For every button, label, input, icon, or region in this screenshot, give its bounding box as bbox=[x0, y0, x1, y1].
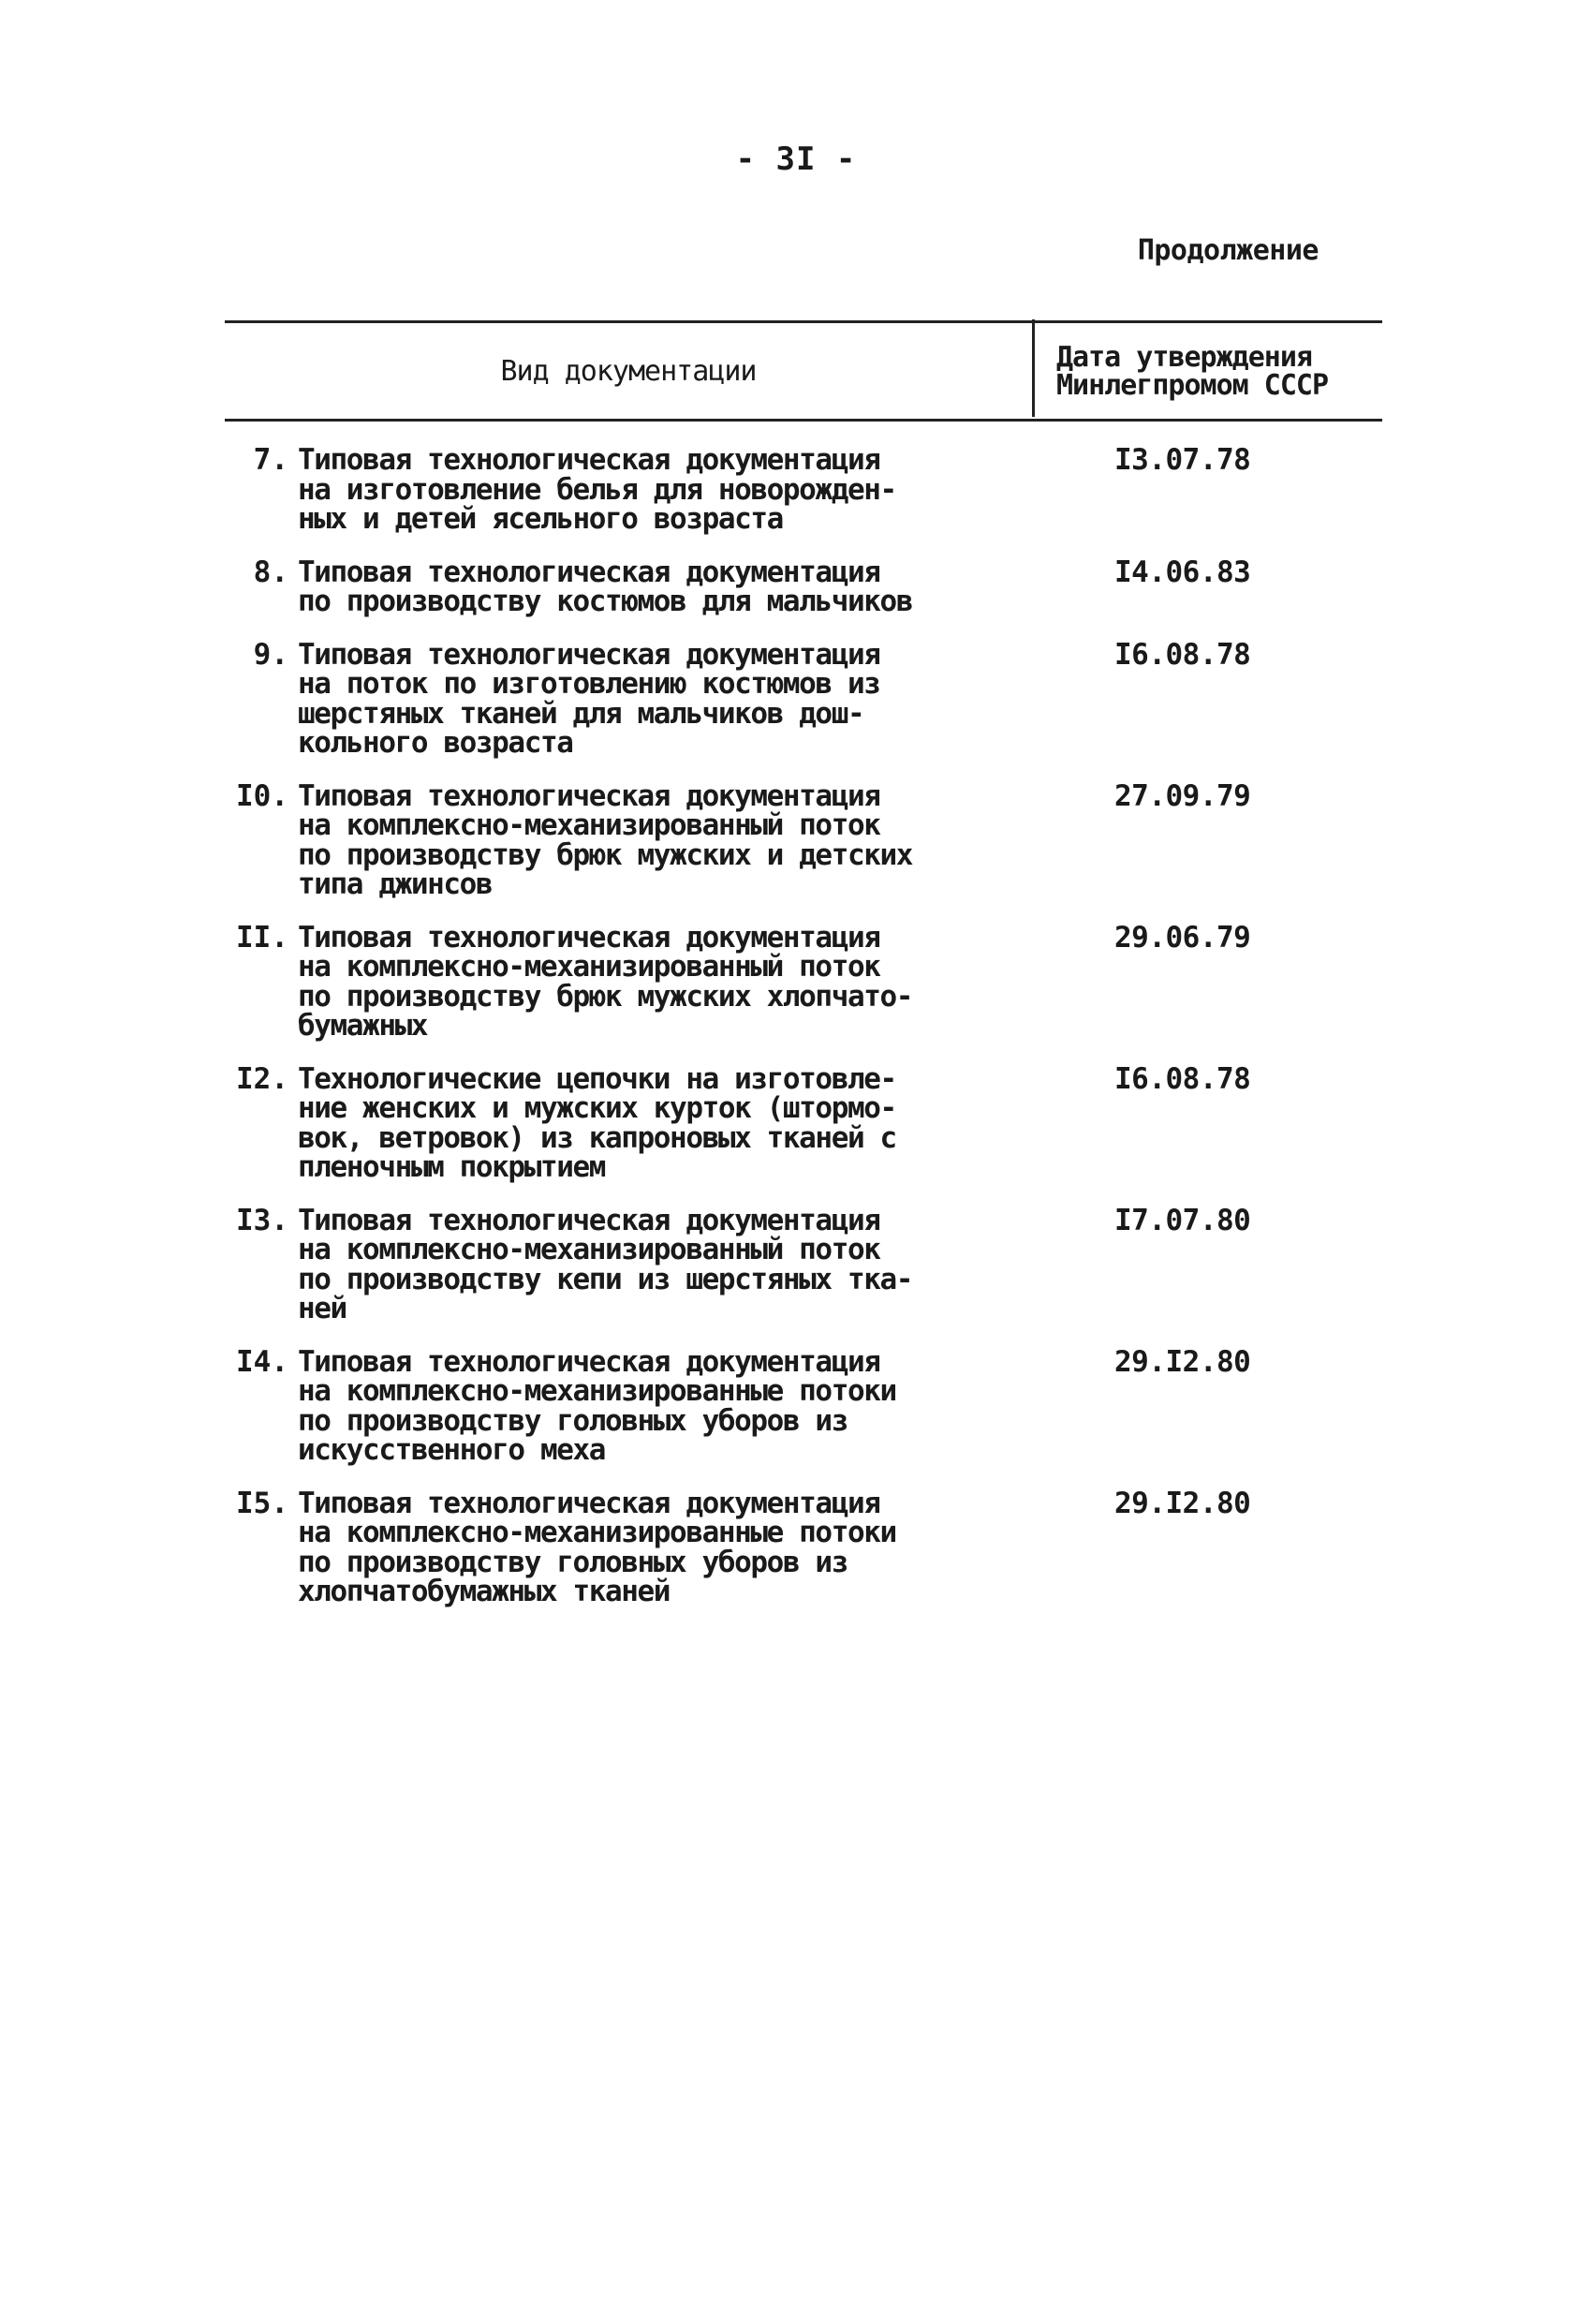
row-description: Типовая технологическая документация по производству костюмов для мальчиков bbox=[298, 555, 913, 618]
table-row bbox=[225, 1203, 1382, 1325]
row-approval-date: 27.09.79 bbox=[1114, 778, 1251, 813]
row-description: Типовая технологическая документация на комплексно-механизированный поток по производству брюк мужских и детских типа джинсов bbox=[298, 778, 913, 901]
row-number: I5. bbox=[236, 1486, 288, 1520]
table-header bbox=[225, 323, 1382, 419]
table-row bbox=[225, 1486, 1382, 1608]
documentation-table bbox=[225, 320, 1382, 1631]
row-description: Технологические цепочки на изготовле- ние женских и мужских курток (штормо- вок, ветровок) из капроновых тканей с пленочным покрытием bbox=[298, 1061, 896, 1184]
row-description: Типовая технологическая документация на комплексно-механизированный поток по производству кепи из шерстяных тка- ней bbox=[298, 1203, 913, 1325]
row-approval-date: I6.08.78 bbox=[1114, 1061, 1251, 1096]
row-approval-date: I4.06.83 bbox=[1114, 555, 1251, 589]
header-approval-date-line1: Дата утверждения bbox=[1056, 341, 1312, 374]
row-number: I0. bbox=[236, 778, 288, 813]
row-number: II. bbox=[236, 920, 288, 955]
row-description: Типовая технологическая документация на комплексно-механизированные потоки по производству головных уборов из искусственного меха bbox=[298, 1344, 896, 1467]
row-approval-date: I7.07.80 bbox=[1114, 1203, 1251, 1237]
table-body bbox=[225, 422, 1382, 1607]
header-column-divider bbox=[1032, 319, 1035, 417]
row-description: Типовая технологическая документация на комплексно-механизированный поток по производству брюк мужских хлопчато- бумажных bbox=[298, 920, 913, 1043]
row-number: 7. bbox=[253, 443, 288, 477]
header-approval-date-line2: Минлегпромом СССР bbox=[1056, 369, 1329, 402]
row-approval-date: I3.07.78 bbox=[1114, 443, 1251, 477]
row-number: I2. bbox=[236, 1061, 288, 1096]
table-row bbox=[225, 1344, 1382, 1467]
row-number: 9. bbox=[253, 637, 288, 672]
row-description: Типовая технологическая документация на поток по изготовлению костюмов из шерстяных тканей для мальчиков дош- кольного возраста bbox=[298, 637, 880, 760]
row-number: I4. bbox=[236, 1344, 288, 1379]
header-approval-date bbox=[1056, 341, 1382, 402]
row-approval-date: 29.I2.80 bbox=[1114, 1486, 1251, 1520]
header-doc-type: Вид документации bbox=[500, 355, 757, 388]
table-row bbox=[225, 920, 1382, 1043]
row-approval-date: 29.I2.80 bbox=[1114, 1344, 1251, 1379]
row-description: Типовая технологическая документация на комплексно-механизированные потоки по производству головных уборов из хлопчатобумажных тканей bbox=[298, 1486, 896, 1608]
page-number: - 3I - bbox=[735, 141, 857, 178]
table-row bbox=[225, 1061, 1382, 1184]
row-number: I3. bbox=[236, 1203, 288, 1237]
table-row bbox=[225, 637, 1382, 760]
row-description: Типовая технологическая документация на изготовление белья для новорожден- ных и детей ясельного возраста bbox=[298, 443, 896, 536]
row-approval-date: 29.06.79 bbox=[1114, 920, 1251, 955]
table-row bbox=[225, 555, 1382, 618]
row-number: 8. bbox=[253, 555, 288, 589]
table-row bbox=[225, 778, 1382, 901]
continuation-label: Продолжение bbox=[1137, 234, 1319, 267]
row-approval-date: I6.08.78 bbox=[1114, 637, 1251, 672]
table-row bbox=[225, 443, 1382, 536]
